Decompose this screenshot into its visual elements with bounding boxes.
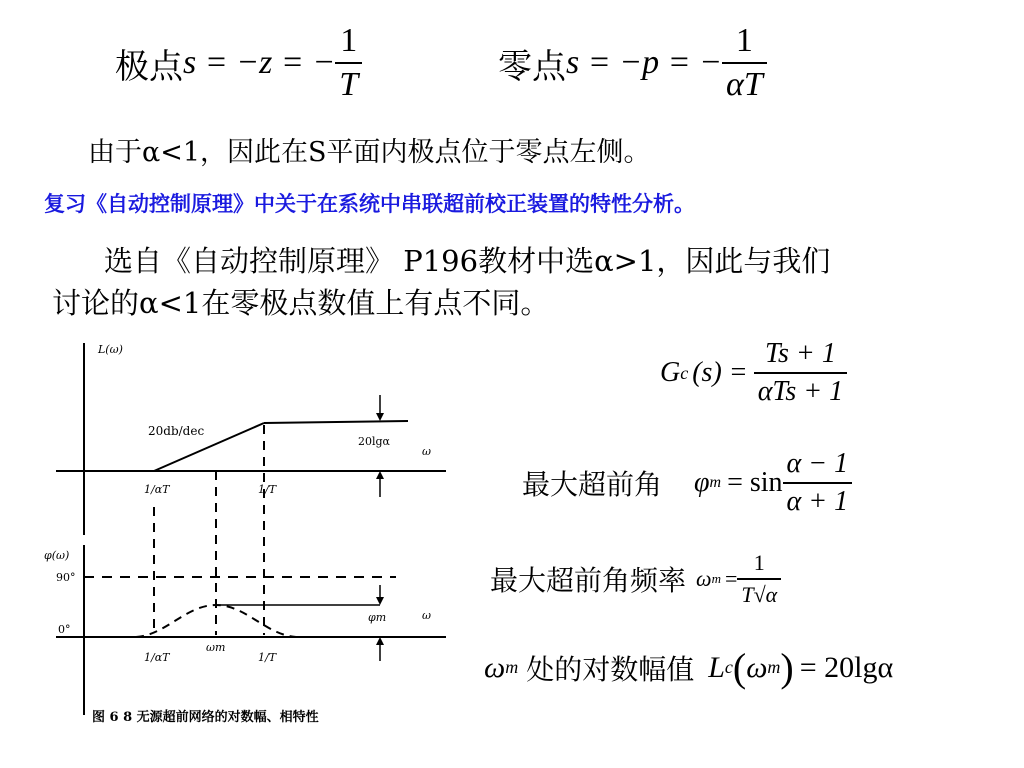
pole-zero-statement: 由于α<1，因此在S平面内极点位于零点左侧。 — [88, 137, 651, 168]
phase-tick-aT: 1/αT — [144, 651, 170, 664]
pole-fraction — [335, 22, 362, 104]
zero-expr: s = −p = − — [566, 44, 723, 81]
transfer-function-formula — [660, 338, 847, 408]
gc-lhs: G — [660, 357, 681, 388]
Lc-w-sub: m — [767, 657, 781, 677]
Lc-close-paren: ) — [780, 645, 794, 690]
log-magnitude-formula — [484, 644, 893, 691]
phim-label: 最大超前角 — [522, 468, 663, 501]
max-lead-frequency-formula — [490, 550, 781, 608]
bode-figure — [36, 335, 476, 735]
gc-arg: (s) = — [692, 357, 748, 388]
Lc-omega-sub: m — [505, 657, 519, 677]
Lc-open-paren: ( — [732, 645, 747, 690]
Lc-w: ω — [746, 650, 768, 684]
paragraph-line-1: 选自《自动控制原理》 P196教材中选α>1，因此与我们 — [104, 244, 831, 278]
phim-den: α + 1 — [783, 482, 853, 518]
phase-tick-T: 1/T — [258, 651, 277, 664]
Lc-label: 处的对数幅值 — [526, 652, 695, 686]
gc-fraction — [754, 338, 848, 408]
mag-tick-aT: 1/αT — [144, 483, 170, 496]
mag-tick-T: 1/T — [258, 483, 277, 496]
gc-num: Ts + 1 — [765, 338, 836, 369]
omegam-num: 1 — [753, 550, 765, 575]
review-heading: 复习《自动控制原理》中关于在系统中串联超前校正装置的特性分析。 — [44, 192, 695, 216]
magnitude-flat-line — [264, 421, 408, 423]
gain-arrowhead-bottom — [376, 471, 384, 479]
pole-formula — [115, 22, 362, 104]
Lc-L-sub: c — [724, 657, 733, 677]
Lc-omega: ω — [484, 650, 506, 684]
Lc-L: L — [708, 650, 725, 684]
zero-num: 1 — [735, 22, 753, 59]
gain-arrowhead-top — [376, 413, 384, 421]
phase-axis-label: φ(ω) — [44, 549, 70, 562]
phim-fraction — [783, 448, 853, 518]
omegam-lhs: ω — [696, 566, 712, 591]
phase-tick-omegam: ωm — [206, 641, 226, 654]
phase-0-label: 0° — [58, 623, 71, 636]
pole-num: 1 — [340, 22, 358, 59]
phim-figure-label: φm — [368, 611, 387, 624]
phim-arrowhead-bottom — [376, 637, 384, 645]
pole-den: T — [335, 62, 362, 104]
source-paragraph — [52, 240, 982, 324]
zero-den: αT — [722, 62, 767, 104]
omegam-mid: = — [724, 566, 738, 591]
zero-label: 零点 — [498, 46, 566, 87]
omegam-den: T√α — [737, 578, 781, 608]
phase-omega-label: ω — [422, 609, 431, 622]
pole-label: 极点 — [115, 46, 183, 87]
Lc-rhs: = 20lgα — [799, 650, 894, 684]
phim-mid: = sin — [727, 467, 783, 498]
phase-90-label: 90° — [56, 571, 76, 584]
phim-lhs: φ — [694, 467, 710, 498]
paragraph-line-2: 讨论的α<1在零极点数值上有点不同。 — [52, 286, 550, 320]
zero-fraction — [722, 22, 767, 104]
gc-den: αTs + 1 — [754, 372, 848, 408]
gc-sub: c — [680, 362, 689, 383]
figure-caption: 图 6 8 无源超前网络的对数幅、相特性 — [92, 710, 319, 725]
zero-formula — [498, 22, 767, 104]
magnitude-axis-label: L(ω) — [98, 343, 123, 356]
omegam-fraction — [737, 550, 781, 608]
phim-num: α − 1 — [786, 448, 849, 479]
omegam-label: 最大超前角频率 — [490, 564, 687, 597]
phim-sub: m — [709, 474, 722, 491]
omegam-sub: m — [711, 571, 721, 586]
pole-expr: s = −z = − — [183, 44, 336, 81]
gain-label: 20lgα — [358, 435, 390, 448]
slope-label: 20db/dec — [148, 424, 205, 438]
magnitude-omega-label: ω — [422, 445, 431, 458]
phim-arrowhead-top — [376, 597, 384, 605]
max-lead-angle-formula — [522, 448, 852, 518]
